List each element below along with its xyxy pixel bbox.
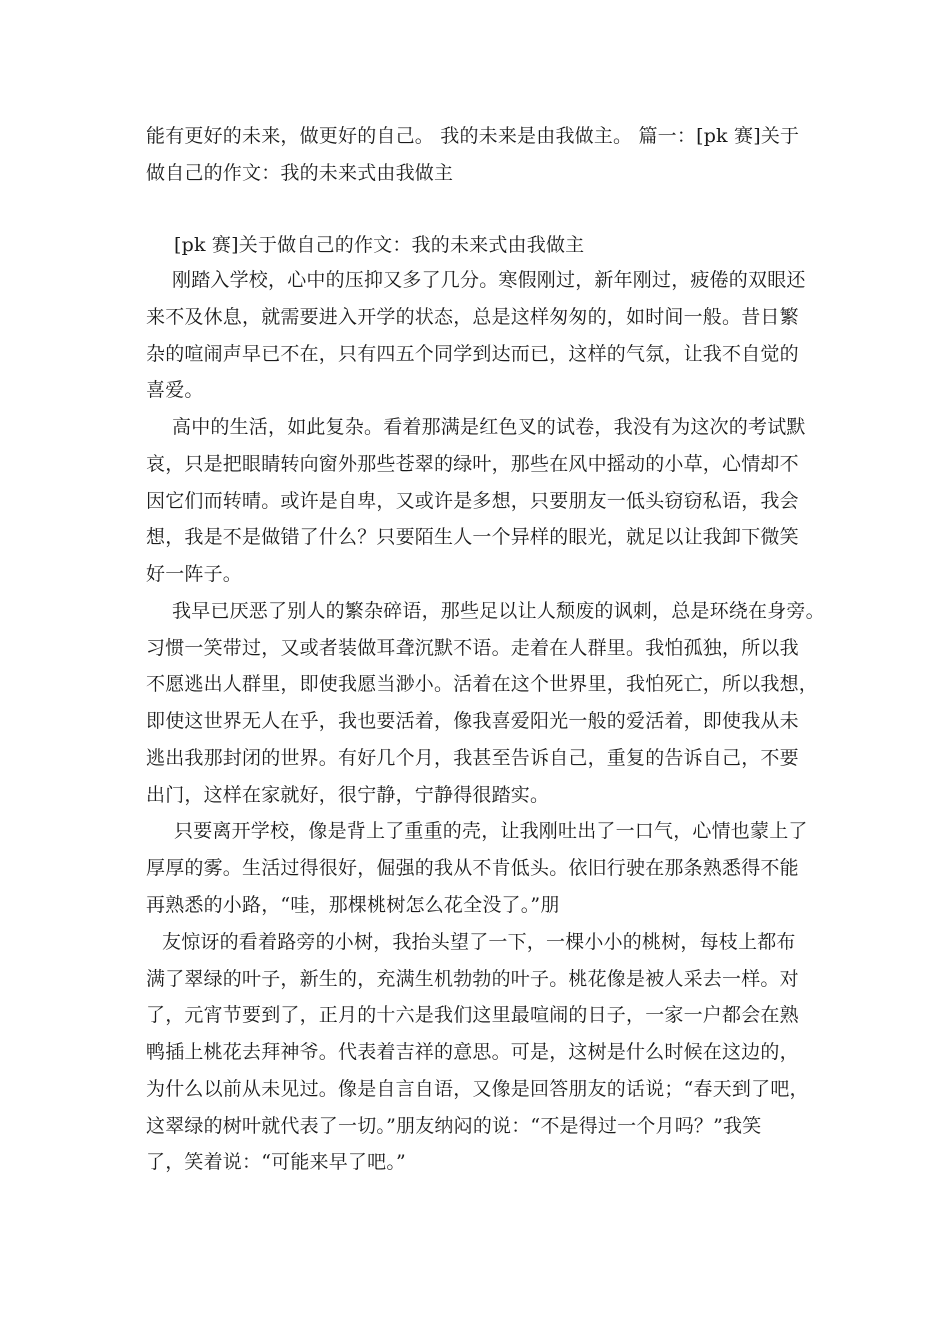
text-line: 习惯一笑带过，又或者装做耳聋沉默不语。走着在人群里。我怕孤独，所以我 — [146, 637, 799, 659]
text-line: 这翠绿的树叶就代表了一切。”朋友纳闷的说：“不是得过一个月吗？”我笑 — [146, 1115, 762, 1137]
text-line: 杂的喧闹声早已不在，只有四五个同学到达而已，这样的气氛，让我不自觉的 — [146, 343, 799, 365]
text-line: 想，我是不是做错了什么？只要陌生人一个异样的眼光，就足以让我卸下微笑 — [146, 526, 799, 548]
article-title: [pk 赛]关于做自己的作文：我的未来式由我做主 — [174, 234, 585, 256]
text-line: 我早已厌恶了别人的繁杂碎语，那些足以让人颓废的讽刺，总是环绕在身旁。 — [172, 600, 825, 622]
text-line: 满了翠绿的叶子，新生的，充满生机勃勃的叶子。桃花像是被人采去一样。对 — [146, 968, 799, 990]
text-line: 喜爱。 — [146, 379, 204, 401]
text-line: 来不及休息，就需要进入开学的状态，总是这样匆匆的，如时间一般。昔日繁 — [146, 306, 799, 328]
text-line: 因它们而转晴。或许是自卑，又或许是多想，只要朋友一低头窃窃私语，我会 — [146, 490, 799, 512]
text-line: 了，元宵节要到了，正月的十六是我们这里最喧闹的日子，一家一户都会在熟 — [146, 1004, 799, 1026]
text-line: 鸭插上桃花去拜神爷。代表着吉祥的意思。可是，这树是什么时候在这边的， — [146, 1041, 799, 1063]
text-line: 逃出我那封闭的世界。有好几个月，我甚至告诉自己，重复的告诉自己，不要 — [146, 747, 799, 769]
text-line: 好一阵子。 — [146, 563, 243, 585]
text-line: 只要离开学校，像是背上了重重的壳，让我刚吐出了一口气，心情也蒙上了 — [174, 820, 808, 842]
text-line: 再熟悉的小路，“哇，那棵桃树怎么花全没了。”朋 — [146, 894, 560, 916]
text-line: 刚踏入学校，心中的压抑又多了几分。寒假刚过，新年刚过，疲倦的双眼还 — [172, 269, 806, 291]
text-line: 做自己的作文：我的未来式由我做主 — [146, 162, 454, 184]
text-line: 出门，这样在家就好，很宁静，宁静得很踏实。 — [146, 784, 550, 806]
text-line: 能有更好的未来，做更好的自己。 我的未来是由我做主。 篇一：[pk 赛]关于 — [146, 125, 800, 147]
text-line: 高中的生活，如此复杂。看着那满是红色叉的试卷，我没有为这次的考试默 — [172, 416, 806, 438]
text-line: 为什么以前从未见过。像是自言自语，又像是回答朋友的话说；“春天到了吧， — [146, 1078, 809, 1100]
text-line: 哀，只是把眼睛转向窗外那些苍翠的绿叶，那些在风中摇动的小草，心情却不 — [146, 453, 799, 475]
text-line: 友惊讶的看着路旁的小树，我抬头望了一下，一棵小小的桃树，每枝上都布 — [162, 931, 796, 953]
text-line: 即使这世界无人在乎，我也要活着，像我喜爱阳光一般的爱活着，即使我从未 — [146, 710, 799, 732]
text-line: 了，笑着说：“可能来早了吧。” — [146, 1151, 406, 1173]
text-line: 不愿逃出人群里，即使我愿当渺小。活着在这个世界里，我怕死亡，所以我想， — [146, 673, 819, 695]
text-line: 厚厚的雾。生活过得很好，倔强的我从不肯低头。依旧行驶在那条熟悉得不能 — [146, 857, 799, 879]
